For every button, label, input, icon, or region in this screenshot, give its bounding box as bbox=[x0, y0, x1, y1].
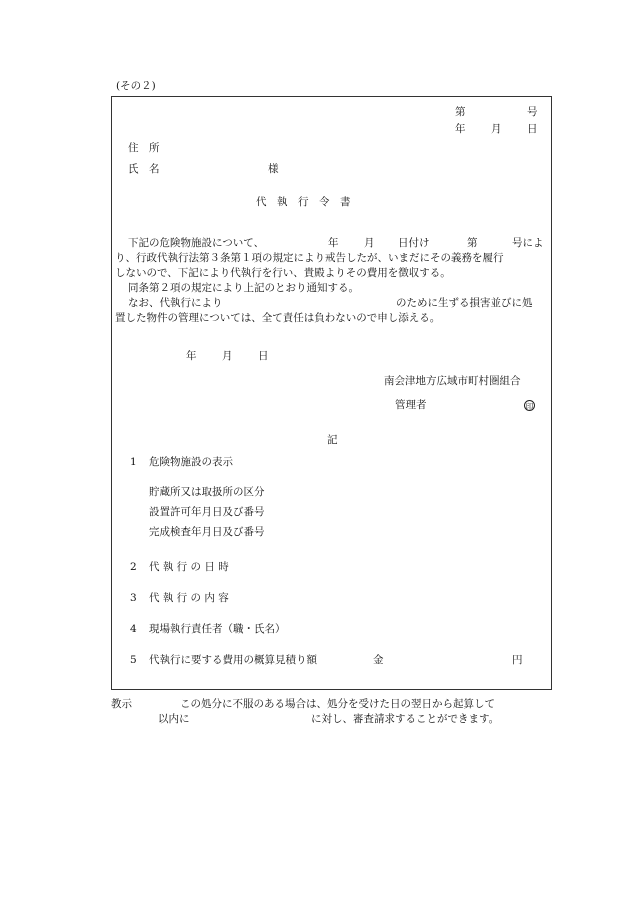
item-2-number: 2 bbox=[130, 561, 137, 573]
instruction-line1: この処分に不服のある場合は、処分を受けた日の翌日から起算して bbox=[180, 698, 495, 710]
cost-yen: 円 bbox=[512, 654, 523, 666]
issuer-organization: 南会津地方広域市町村圏組合 bbox=[384, 375, 521, 387]
ki-heading: 記 bbox=[327, 434, 338, 446]
issuer-role: 管理者 bbox=[395, 399, 427, 411]
item-3-number: 3 bbox=[130, 592, 137, 604]
body-line3: しないので、下記により代執行を行い、貴殿よりその費用を徴収する。 bbox=[115, 267, 451, 279]
body-line4: 同条第２項の規定により上記のとおり通知する。 bbox=[128, 282, 359, 294]
body-line1-a: 下記の危険物施設について、 bbox=[128, 237, 265, 249]
doc-number-go: 号 bbox=[527, 106, 538, 118]
document-title: 代 執 行 令 書 bbox=[256, 196, 351, 208]
body-line5-b: のために生ずる損害並びに処 bbox=[396, 297, 533, 309]
item-3-label: 代 執 行 の 内 容 bbox=[149, 592, 229, 604]
issue-date-day: 日 bbox=[258, 350, 269, 362]
body-line1-dai: 第 bbox=[467, 237, 478, 249]
body-line6: 置した物件の管理については、全て責任は負わないので申し添える。 bbox=[115, 312, 441, 324]
item-5-label: 代執行に要する費用の概算見積り額 bbox=[149, 654, 317, 666]
item-2-label: 代 執 行 の 日 時 bbox=[149, 561, 229, 573]
instruction-line2-a: 以内に bbox=[158, 713, 190, 725]
item-5-number: 5 bbox=[130, 654, 137, 666]
sub-item-3: 完成検査年月日及び番号 bbox=[149, 526, 265, 538]
variant-label: (その２) bbox=[116, 80, 156, 92]
doc-number-dai: 第 bbox=[455, 106, 466, 118]
item-4-number: 4 bbox=[130, 623, 137, 635]
doc-date-year: 年 bbox=[455, 123, 466, 135]
honorific: 様 bbox=[268, 163, 279, 175]
sub-item-1: 貯蔵所又は取扱所の区分 bbox=[149, 486, 265, 498]
doc-date-month: 月 bbox=[491, 123, 502, 135]
instruction-line2-b: に対し、審査請求することができます。 bbox=[311, 713, 500, 725]
seal-mark: 印 bbox=[525, 402, 534, 411]
body-line2: り、行政代執行法第３条第１項の規定により戒告したが、いまだにその義務を履行 bbox=[115, 252, 504, 264]
body-line1-day: 日付け bbox=[398, 237, 430, 249]
body-line1-end: 号によ bbox=[512, 237, 544, 249]
instruction-label: 教示 bbox=[111, 698, 132, 710]
body-line5-a: なお、代執行により bbox=[128, 297, 223, 309]
item-1-label: 危険物施設の表示 bbox=[149, 456, 233, 468]
issue-date-year: 年 bbox=[186, 350, 197, 362]
item-4-label: 現場執行責任者（職・氏名） bbox=[149, 623, 286, 635]
item-1-number: 1 bbox=[130, 456, 137, 468]
doc-date-day: 日 bbox=[527, 123, 538, 135]
sub-item-2: 設置許可年月日及び番号 bbox=[149, 506, 265, 518]
issue-date-month: 月 bbox=[222, 350, 233, 362]
body-line1-month: 月 bbox=[364, 237, 375, 249]
body-line1-year: 年 bbox=[328, 237, 339, 249]
address-label: 住 所 bbox=[128, 142, 160, 154]
cost-kin: 金 bbox=[373, 654, 384, 666]
name-label: 氏 名 bbox=[128, 163, 160, 175]
